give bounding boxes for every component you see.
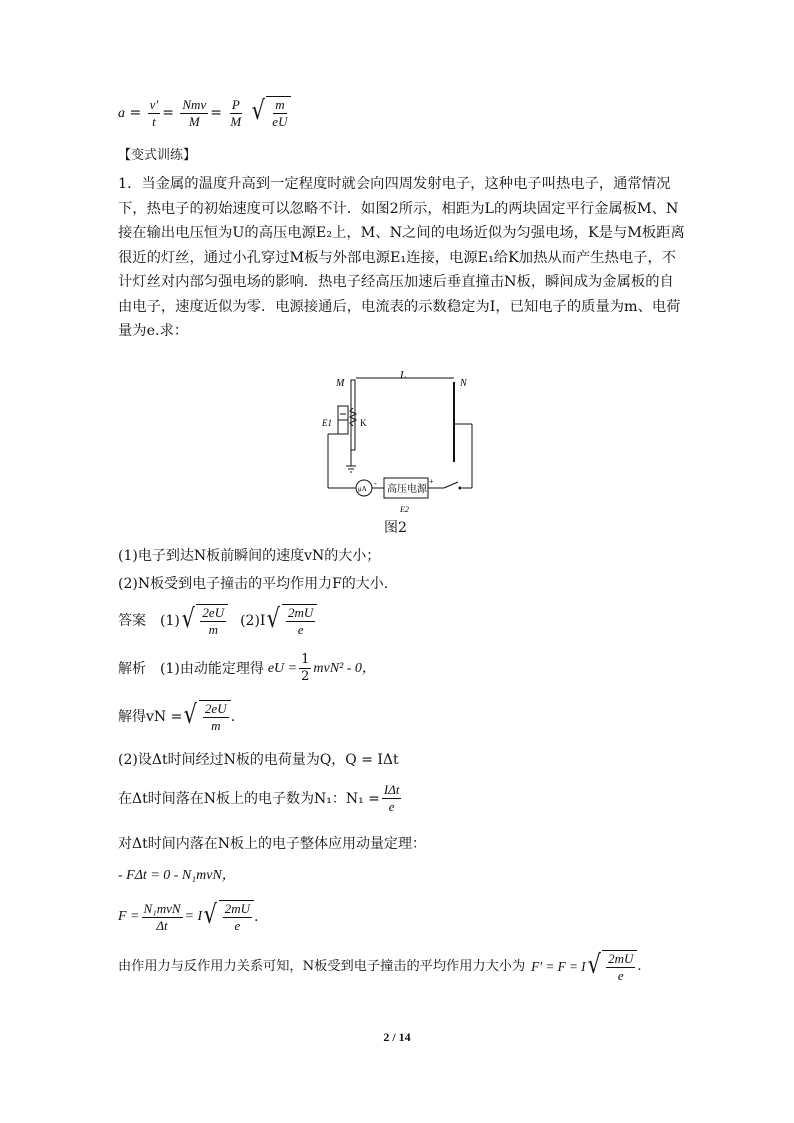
sqrt-vn <box>182 700 230 734</box>
fraction-num: 2mU <box>224 901 250 916</box>
radical-body <box>602 950 637 984</box>
problem-text: 1．当金属的温度升高到一定程度时就会向四周发射电子，这种电子叫热电子，通常情况下，热电子的初始速度可以忽略不计．如图2所示，相距为L的两块固定平行金属板M、N接在输出电压恒为U的高压电源E₂上，M、N之间的电场近似为匀强电场，K是与M板距离很近的灯丝，通过小孔穿过M板与外部电源E₁连接，电源E₁给K加热从而产生热电子，不计灯丝对内部匀强电场的影响．热电子经高压加速后垂直撞击N板，瞬间成为金属板的自由电子，速度近似为零．电源接通后，电流表的示数稳定为I，已知电子的质量为m、电荷量为e.求： <box>118 176 685 339</box>
fraction-den: t <box>152 113 156 129</box>
radical-body <box>199 700 231 734</box>
fraction-num: m <box>275 97 285 112</box>
analysis-text: 解得vN = <box>118 709 183 725</box>
label-meter: μA <box>358 485 367 493</box>
label-minus: - <box>374 479 377 488</box>
fraction-num: P <box>231 96 240 112</box>
sqrt-answer2 <box>265 604 317 638</box>
radical-sign: √ <box>251 96 265 126</box>
formula-eq: = <box>129 105 142 121</box>
fraction-num: 1 <box>301 652 310 667</box>
sqrt-f <box>202 900 254 934</box>
fraction-den: 2 <box>301 669 310 684</box>
radical-sign: √ <box>181 604 195 634</box>
fraction-den: Δt <box>156 917 168 933</box>
question-1: (1)电子到达N板前瞬间的速度vN的大小； <box>118 548 381 564</box>
switch-contact <box>459 487 462 490</box>
sqrt-answer1 <box>180 604 228 638</box>
analysis-label: 解析 <box>118 660 146 677</box>
fraction-answer2 <box>286 605 315 638</box>
fraction-half <box>299 652 311 685</box>
radical-body <box>196 604 228 638</box>
fraction-num: 2eU <box>204 701 227 716</box>
analysis-text: 由作用力与反作用力关系可知，N板受到电子撞击的平均作用力大小为 <box>118 959 526 974</box>
label-source: 高压电源 <box>387 484 427 495</box>
radical-sign: √ <box>203 900 218 930</box>
answer-part2: (2)I <box>240 613 266 629</box>
analysis-eq: F′ = F = I <box>531 959 586 974</box>
fraction-num: Nmv <box>182 96 207 112</box>
label-L: L <box>400 369 407 381</box>
sqrt-final <box>586 950 638 984</box>
analysis-line-8: 由作用力与反作用力关系可知，N板受到电子撞击的平均作用力大小为 F′ = F = I √ $\frac{2mU}{e}$ . <box>118 950 642 983</box>
answer-part1: (1) <box>160 613 180 629</box>
analysis-line-3: (2)设Δt时间经过N板的电荷量为Q，Q = IΔt <box>118 752 399 768</box>
fraction-2mu <box>223 901 252 934</box>
section-label: 【变式训练】 <box>118 148 197 163</box>
label-plus: + <box>429 477 434 486</box>
fraction-answer1 <box>200 605 226 638</box>
fraction-den: e <box>234 918 241 933</box>
fraction-den: m <box>211 718 221 733</box>
analysis-text: (1)由动能定理得 <box>160 660 264 677</box>
formula-lhs: a <box>118 106 125 121</box>
fraction-den: eU <box>272 114 288 129</box>
fraction-den: M <box>230 113 242 129</box>
analysis-lhs: eU = <box>267 660 298 676</box>
label-K: K <box>360 418 367 428</box>
analysis-line-1 <box>118 652 376 685</box>
fraction-num: 2mU <box>608 951 634 966</box>
analysis-line-6: - FΔt = 0 - N₁mvN， <box>118 868 236 883</box>
fraction-den: M <box>188 113 200 129</box>
fraction-num: N₁mvN <box>143 900 181 916</box>
analysis-mid: = I <box>184 909 203 924</box>
label-N: N <box>460 378 467 389</box>
radical-sign: √ <box>587 950 601 980</box>
answer-label: 答案 <box>118 613 146 629</box>
fraction-den: e <box>388 799 395 814</box>
top-formula: a = $\frac{v'}{t}$ = $\frac{\text{Nmv}}{M}$ = $\frac{P}{M}$ √ $\frac{m}{eU}$ <box>118 96 291 130</box>
fraction-vn <box>203 701 229 734</box>
sqrt-m-eu <box>250 96 292 130</box>
radical-sign: √ <box>267 604 281 634</box>
fraction-num: v' <box>149 96 159 112</box>
fraction-nmv <box>180 97 208 130</box>
radical-body <box>282 604 317 638</box>
analysis-text: 在Δt时间落在N板上的电子数为N₁：N₁ = <box>118 790 380 807</box>
fraction-num: IΔt <box>383 782 400 797</box>
fraction-n1 <box>382 782 402 815</box>
analysis-line-7: F = $\frac{\text{N₁mvN}}{\Delta t}$ = I √ $\frac{2mU}{e}$ . <box>118 900 259 933</box>
fraction-vt <box>148 97 161 130</box>
analysis-line-2: 解得vN = √ $\frac{2eU}{m}$ . <box>118 700 236 733</box>
figure-caption: 图2 <box>384 520 407 536</box>
fraction-f <box>142 901 183 934</box>
fraction-num: 2eU <box>202 605 225 620</box>
radical-body <box>219 900 254 934</box>
fraction-m-eu <box>270 97 289 130</box>
fraction-den: e <box>297 622 304 637</box>
analysis-rhs: mvN² - 0， <box>313 660 376 676</box>
radical-sign: √ <box>184 700 198 730</box>
analysis-line-5: 对Δt时间内落在N板上的电子整体应用动量定理： <box>118 836 426 852</box>
circuit-figure <box>316 366 486 536</box>
fraction-final <box>606 951 635 984</box>
question-2: (2)N板受到电子撞击的平均作用力F的大小． <box>118 576 398 592</box>
fraction-num: 2mU <box>288 605 314 620</box>
label-E1: E1 <box>322 418 332 428</box>
analysis-lhs: F = <box>118 909 140 924</box>
radical-body <box>266 96 291 130</box>
fraction-den: m <box>208 622 218 637</box>
label-M: M <box>336 378 345 389</box>
switch <box>444 482 458 488</box>
page-number: 2 / 14 <box>383 1030 411 1044</box>
fraction-den: e <box>617 968 624 983</box>
answer-line <box>118 604 317 638</box>
analysis-line-4 <box>118 782 403 815</box>
label-E2: E2 <box>400 505 409 514</box>
fraction-p <box>228 97 243 130</box>
